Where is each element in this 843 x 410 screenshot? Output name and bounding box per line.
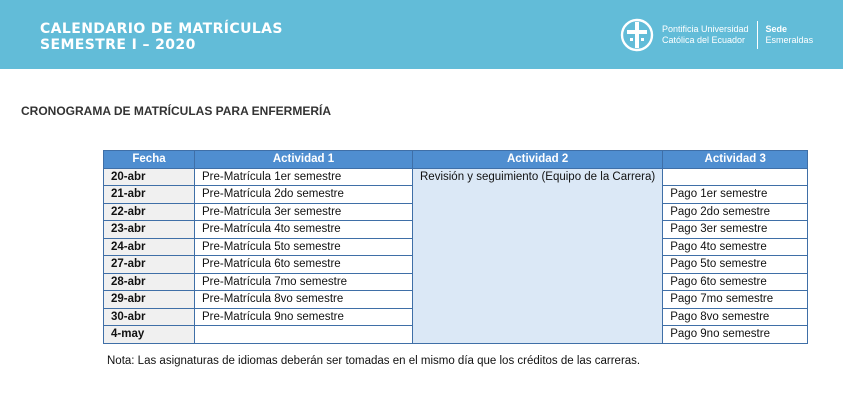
title-line-1: CALENDARIO DE MATRÍCULAS — [40, 21, 283, 37]
activity-1-cell: Pre-Matrícula 8vo semestre — [195, 291, 413, 309]
date-cell: 20-abr — [104, 168, 195, 186]
activity-3-cell: Pago 5to semestre — [663, 256, 808, 274]
activity-3-cell: Pago 4to semestre — [663, 238, 808, 256]
activity-3-cell: Pago 3er semestre — [663, 221, 808, 239]
activity-1-cell: Pre-Matrícula 6to semestre — [195, 256, 413, 274]
page-title — [40, 21, 283, 53]
table-header-row — [104, 151, 808, 169]
date-cell: 29-abr — [104, 291, 195, 309]
activity-3-cell: Pago 8vo semestre — [663, 308, 808, 326]
date-cell: 24-abr — [104, 238, 195, 256]
activity-1-cell: Pre-Matrícula 4to semestre — [195, 221, 413, 239]
activity-3-cell: Pago 1er semestre — [663, 186, 808, 204]
activity-2-cell: Revisión y seguimiento (Equipo de la Carrera) — [413, 168, 663, 343]
university-emblem-icon — [620, 18, 654, 52]
footnote: Nota: Las asignaturas de idiomas deberán ser tomadas en el mismo día que los créditos de las carreras. — [107, 355, 641, 367]
campus-line-2: Esmeraldas — [765, 35, 814, 45]
column-header-fecha: Fecha — [104, 151, 195, 169]
campus-line-1: Sede — [765, 24, 788, 34]
university-name — [662, 24, 749, 46]
activity-1-cell: Pre-Matrícula 9no semestre — [195, 308, 413, 326]
date-cell: 21-abr — [104, 186, 195, 204]
title-line-2: SEMESTRE I – 2020 — [40, 37, 196, 53]
activity-1-cell: Pre-Matrícula 1er semestre — [195, 168, 413, 186]
activity-3-cell: Pago 9no semestre — [663, 326, 808, 344]
university-name-line-2: Católica del Ecuador — [662, 35, 746, 45]
activity-1-cell: Pre-Matrícula 5to semestre — [195, 238, 413, 256]
activity-1-cell — [195, 326, 413, 344]
date-cell: 23-abr — [104, 221, 195, 239]
activity-1-cell: Pre-Matrícula 3er semestre — [195, 203, 413, 221]
table-row — [104, 168, 808, 186]
activity-3-cell: Pago 2do semestre — [663, 203, 808, 221]
date-cell: 30-abr — [104, 308, 195, 326]
activity-3-cell: Pago 7mo semestre — [663, 291, 808, 309]
header-banner — [0, 0, 843, 69]
activity-1-cell: Pre-Matrícula 7mo semestre — [195, 273, 413, 291]
campus-name — [766, 24, 814, 46]
column-header-actividad-3: Actividad 3 — [663, 151, 808, 169]
main-content — [0, 69, 843, 410]
university-logo — [620, 17, 813, 53]
date-cell: 22-abr — [104, 203, 195, 221]
university-name-line-1: Pontificia Universidad — [662, 24, 749, 34]
date-cell: 27-abr — [104, 256, 195, 274]
column-header-actividad-2: Actividad 2 — [413, 151, 663, 169]
date-cell: 28-abr — [104, 273, 195, 291]
column-header-actividad-1: Actividad 1 — [195, 151, 413, 169]
activity-3-cell: Pago 6to semestre — [663, 273, 808, 291]
activity-1-cell: Pre-Matrícula 2do semestre — [195, 186, 413, 204]
enrollment-schedule-table — [103, 150, 808, 344]
date-cell: 4-may — [104, 326, 195, 344]
section-title: CRONOGRAMA DE MATRÍCULAS PARA ENFERMERÍA — [21, 104, 331, 118]
logo-divider — [757, 21, 758, 49]
activity-3-cell — [663, 168, 808, 186]
